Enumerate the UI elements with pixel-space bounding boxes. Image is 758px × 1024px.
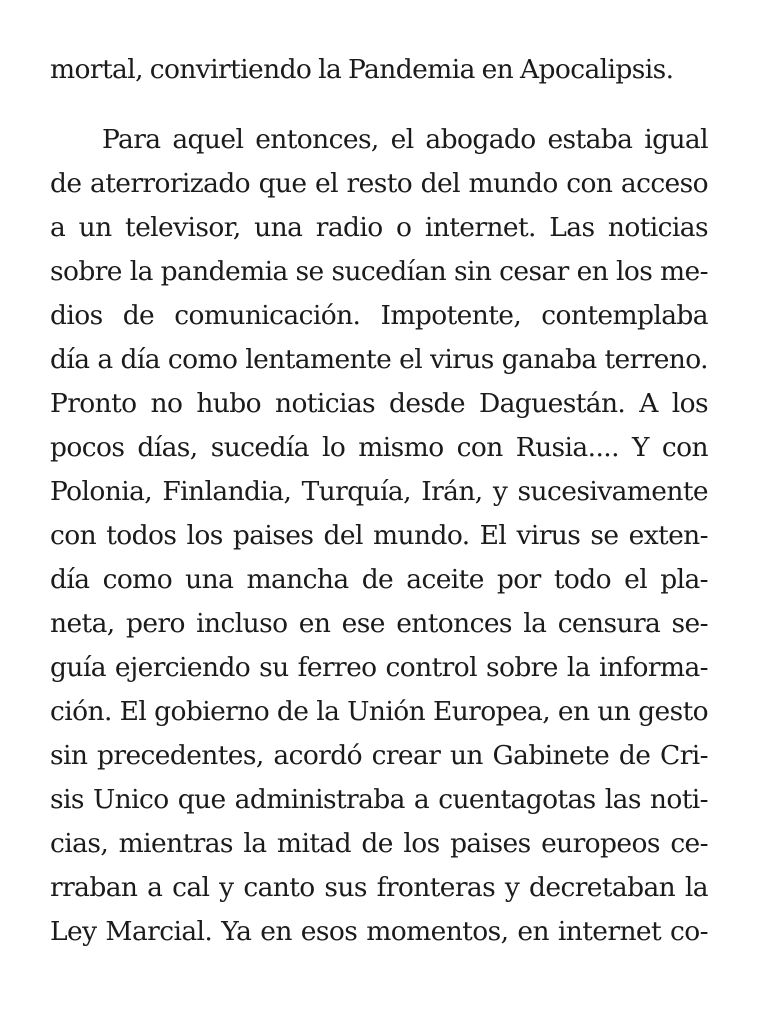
text-line: sis Unico que administraba a cuentagotas las noti- [50,784,708,815]
text-line: sobre la pandemia se sucedían sin cesar en los me- [50,256,708,287]
text-line: mortal, convirtiendo la Pandemia en Apocalipsis. [50,54,674,85]
paragraph-spacer [50,92,708,118]
text-line: cias, mientras la mitad de los paises europeos ce- [50,828,708,859]
text-line: ción. El gobierno de la Unión Europea, en un gesto [50,696,708,727]
paragraph-2 [50,118,708,954]
text-line: Ley Marcial. Ya en esos momentos, en internet co- [50,916,708,947]
text-line: día como una mancha de aceite por todo el pla- [50,564,708,595]
text-line: guía ejerciendo su ferreo control sobre la informa- [50,652,708,683]
text-line: a un televisor, una radio o internet. Las noticias [50,212,708,243]
text-line: rraban a cal y canto sus fronteras y decretaban la [50,872,708,903]
text-line: neta, pero incluso en ese entonces la censura se- [50,608,708,639]
text-line: Para aquel entonces, el abogado estaba igual [102,124,708,155]
paragraph-1 [50,48,708,92]
text-line: con todos los paises del mundo. El virus se exten- [50,520,708,551]
text-line: de aterrorizado que el resto del mundo con acceso [50,168,708,199]
text-line: dios de comunicación. Impotente, contemplaba [50,300,708,331]
text-line: sin precedentes, acordó crear un Gabinete de Cri- [50,740,708,771]
text-line: día a día como lentamente el virus ganaba terreno. [50,344,708,375]
text-line: Pronto no hubo noticias desde Daguestán. A los [50,388,708,419]
text-line: pocos días, sucedía lo mismo con Rusia.... Y con [50,432,708,463]
text-line: Polonia, Finlandia, Turquía, Irán, y sucesivamente [50,476,708,507]
book-page [50,48,708,954]
